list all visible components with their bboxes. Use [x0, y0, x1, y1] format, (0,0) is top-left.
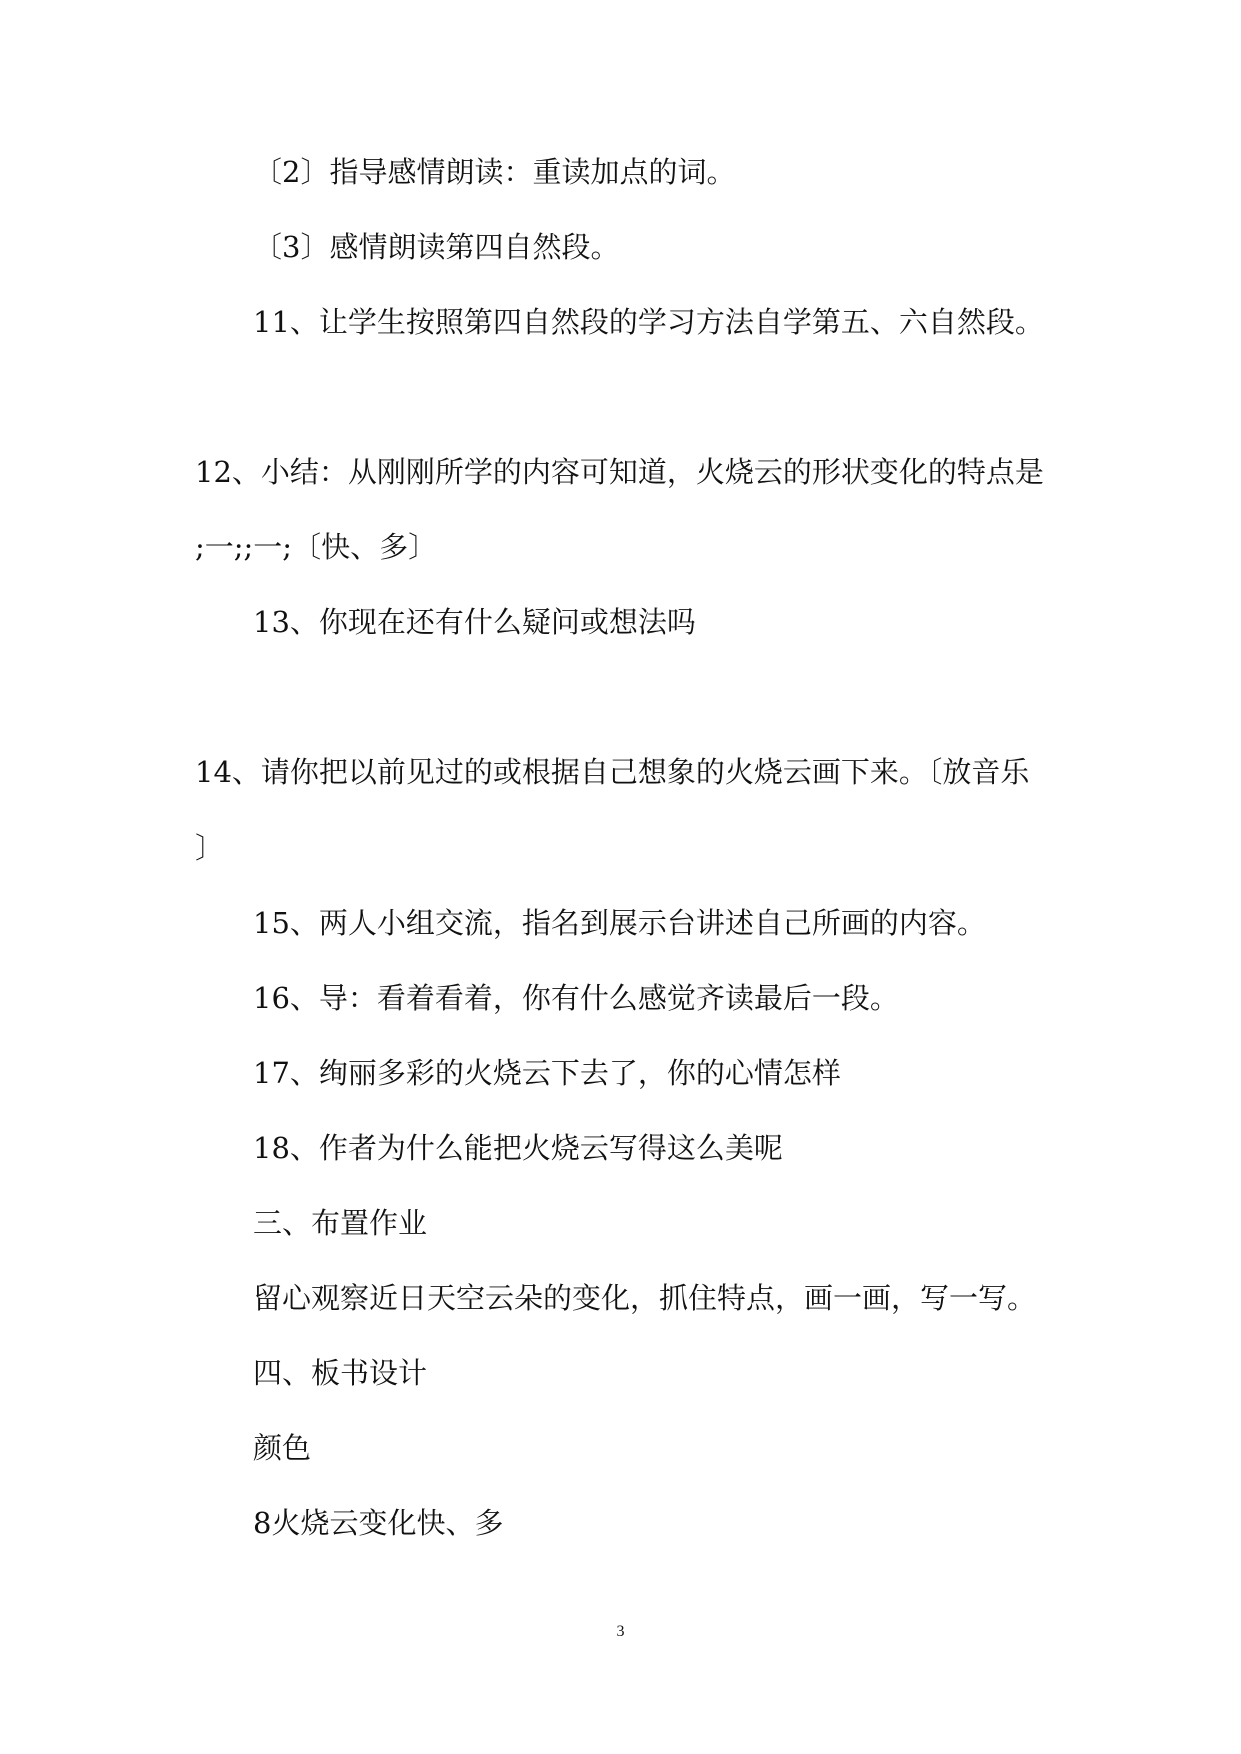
board-design-color: 颜色	[253, 1431, 312, 1465]
paragraph-item-13: 13、你现在还有什么疑问或想法吗	[253, 605, 696, 639]
paragraph-homework: 留心观察近日天空云朵的变化，抓住特点，画一画，写一写。	[253, 1281, 1037, 1315]
section-heading-homework: 三、布置作业	[253, 1206, 428, 1240]
board-design-title: 8火烧云变化快、多	[253, 1506, 504, 1540]
paragraph-guided-reading: 〔2〕指导感情朗读：重读加点的词。	[253, 155, 736, 189]
section-heading-board-design: 四、板书设计	[253, 1356, 428, 1390]
paragraph-item-12: 12、小结：从刚刚所学的内容可知道，火烧云的形状变化的特点是	[195, 455, 1044, 489]
paragraph-item-16: 16、导：看着看着，你有什么感觉齐读最后一段。	[253, 981, 899, 1015]
paragraph-emotional-reading: 〔3〕感情朗读第四自然段。	[253, 230, 620, 264]
paragraph-item-14: 14、请你把以前见过的或根据自己想象的火烧云画下来。〔放音乐	[195, 755, 1030, 789]
paragraph-item-12-continued: ;一;;一;〔快、多〕	[195, 530, 438, 564]
paragraph-item-18: 18、作者为什么能把火烧云写得这么美呢	[253, 1131, 783, 1165]
page-number: 3	[616, 1623, 625, 1640]
paragraph-item-11: 11、让学生按照第四自然段的学习方法自学第五、六自然段。	[253, 305, 1044, 339]
paragraph-item-17: 17、绚丽多彩的火烧云下去了，你的心情怎样	[253, 1056, 841, 1090]
paragraph-item-15: 15、两人小组交流，指名到展示台讲述自己所画的内容。	[253, 906, 986, 940]
paragraph-item-14-continued: 〕	[195, 831, 225, 865]
